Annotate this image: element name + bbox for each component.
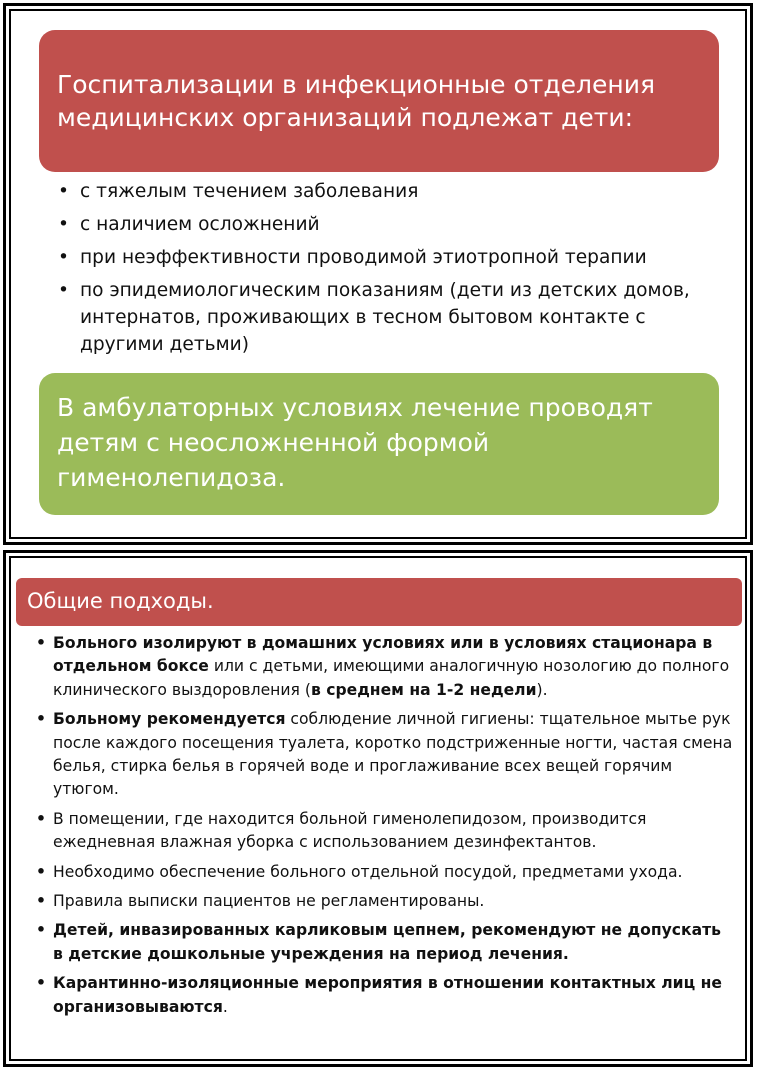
plain-text: Необходимо обеспечение больного отдельной посудой, предметами ухода. <box>53 862 683 881</box>
list-item <box>36 919 734 966</box>
bold-text: в среднем на 1-2 недели <box>310 680 537 699</box>
list-item: • по эпидемиологическим показаниям (дети из детских домов, интернатов, проживающих в тесном бытовом контакте с другими детьми) <box>58 277 718 358</box>
bold-text: Больного изолируют в домашних условиях или в условиях стационара в отдельном боксе <box>53 634 713 676</box>
plain-text: соблюдение личной гигиены: тщательное мытье рук после каждого посещения туалета, коротко подстриженные ногти, частая смена белья, стирка белья в горячей воде и проглаживание всех вещей горячим утюгом. <box>53 710 733 799</box>
list-item <box>36 708 734 802</box>
slide-hospitalization <box>3 3 753 545</box>
approaches-list <box>36 632 734 1025</box>
slide-title: Общие подходы. <box>16 578 742 626</box>
list-item <box>36 808 734 855</box>
bold-text: Детей, инвазированных карликовым цепнем, рекомендуют не допускать в детские дошкольные учреждения на период лечения. <box>53 921 722 963</box>
outpatient-note: В амбулаторных условиях лечение проводят детям с неосложненной формой гименолепидоза. <box>39 373 719 515</box>
list-item: • при неэффективности проводимой этиотропной терапии <box>58 244 718 271</box>
list-item <box>36 972 734 1019</box>
list-item: • с наличием осложнений <box>58 211 718 238</box>
plain-text: . <box>222 997 228 1016</box>
hospitalization-list <box>58 178 718 364</box>
plain-text: ). <box>536 680 548 699</box>
list-item <box>36 890 734 913</box>
bold-text: Карантинно-изоляционные мероприятия в отношении контактных лиц не организовываются <box>53 974 722 1016</box>
plain-text: или с детьми, имеющими аналогичную нозологию до полного клинического выздоровления ( <box>53 657 730 699</box>
bold-text: Больному рекомендуется <box>53 710 286 729</box>
plain-text: В помещении, где находится больной гименолепидозом, производится ежедневная влажная уборка с использованием дезинфектантов. <box>53 809 647 852</box>
list-item <box>36 861 734 884</box>
list-item: • с тяжелым течением заболевания <box>58 178 718 205</box>
list-item <box>36 632 734 702</box>
plain-text: Правила выписки пациентов не регламентированы. <box>53 892 485 911</box>
hospitalization-header: Госпитализации в инфекционные отделения медицинских организаций подлежат дети: <box>39 30 719 172</box>
slide-general-approaches <box>3 550 753 1067</box>
